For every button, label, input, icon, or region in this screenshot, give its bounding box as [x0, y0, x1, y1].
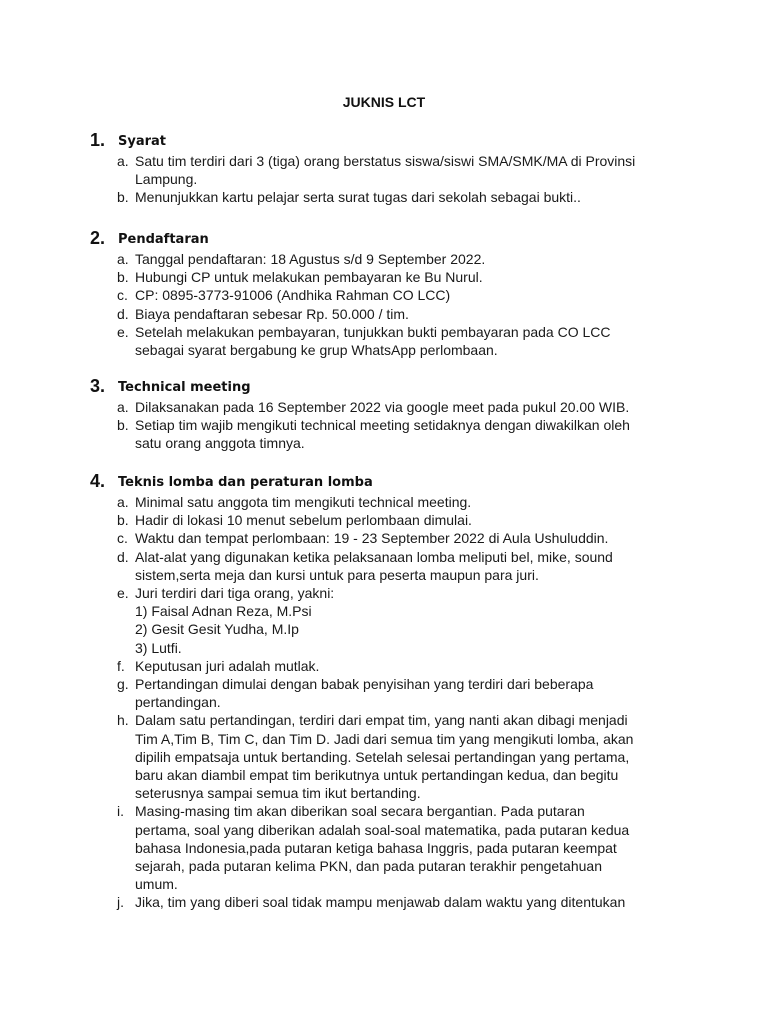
item-text-line: Setiap tim wajib mengikuti technical meeting setidaknya dengan diwakilkan oleh — [135, 417, 630, 434]
item-text-line: Satu tim terdiri dari 3 (tiga) orang berstatus siswa/siswi SMA/SMK/MA di Provinsi — [135, 153, 636, 169]
list-marker: c. — [117, 287, 128, 304]
item-text-line: Dilaksanakan pada 16 September 2022 via google meet pada pukul 20.00 WIB. — [135, 399, 630, 415]
item-text-line: Lampung. — [135, 171, 198, 188]
section-3 — [90, 376, 700, 453]
list-item — [90, 529, 700, 547]
item-text-line: Alat-alat yang digunakan ketika pelaksanaan lomba meliputi bel, mike, sound — [135, 548, 613, 565]
section-title: Syarat — [118, 134, 167, 149]
list-marker: a. — [117, 251, 129, 267]
list-item — [90, 152, 700, 188]
item-text-line: Menunjukkan kartu pelajar serta surat tugas dari sekolah sebagai bukti.. — [135, 189, 581, 206]
list-item — [90, 711, 700, 802]
section-title: Pendaftaran — [118, 232, 209, 247]
item-text-line: Setelah melakukan pembayaran, tunjukkan bukti pembayaran pada CO LCC — [135, 323, 611, 340]
section-title: Teknis lomba dan peraturan lomba — [118, 475, 373, 490]
list-marker: b. — [117, 512, 129, 529]
list-marker: a. — [117, 153, 129, 169]
item-text-line: Pertandingan dimulai dengan babak penyisihan yang terdiri dari beberapa — [135, 676, 594, 693]
section-number: 2. — [90, 228, 106, 248]
item-text-line: Masing-masing tim akan diberikan soal secara bergantian. Pada putaran — [135, 803, 585, 820]
list-marker: e. — [117, 585, 129, 602]
list-item — [90, 584, 700, 657]
section-item-list — [90, 152, 700, 207]
list-marker: b. — [117, 269, 129, 286]
list-item — [90, 893, 700, 911]
item-text-line: sistem,serta meja dan kursi untuk para peserta maupun para juri. — [135, 566, 539, 583]
list-item — [90, 305, 700, 323]
section-heading — [90, 130, 700, 152]
item-text-line: 1) Faisal Adnan Reza, M.Psi — [135, 603, 312, 620]
item-text-line: pertandingan. — [135, 694, 221, 711]
list-item — [90, 398, 700, 416]
list-item — [90, 268, 700, 286]
list-marker: i. — [117, 803, 124, 820]
section-title: Technical meeting — [118, 380, 251, 395]
section-item-list — [90, 250, 700, 359]
list-marker: b. — [117, 189, 129, 206]
section-number: 4. — [90, 471, 106, 491]
item-text-line: CP: 0895-3773-91006 (Andhika Rahman CO LCC) — [135, 287, 451, 304]
item-text-line: baru akan diambil empat tim berikutnya untuk pertandingan kedua, dan begitu — [135, 767, 619, 784]
item-text-line: 3) Lutfi. — [135, 639, 182, 656]
item-text-line: Hadir di lokasi 10 menut sebelum perlombaan dimulai. — [135, 512, 472, 529]
item-text-line: bahasa Indonesia,pada putaran ketiga bahasa Inggris, pada putaran keempat — [135, 839, 617, 856]
item-text-line: Tanggal pendaftaran: 18 Agustus s/d 9 September 2022. — [135, 251, 486, 267]
item-text-line: satu orang anggota timnya. — [135, 435, 305, 452]
list-item — [90, 511, 700, 529]
list-marker: d. — [117, 305, 129, 322]
list-marker: f. — [117, 657, 125, 674]
section-number: 3. — [90, 376, 106, 396]
section-number: 1. — [90, 130, 106, 150]
section-heading — [90, 471, 700, 493]
section-item-list — [90, 398, 700, 453]
item-text-line: Waktu dan tempat perlombaan: 19 - 23 September 2022 di Aula Ushuluddin. — [135, 530, 609, 547]
document-title: JUKNIS LCT — [342, 94, 426, 110]
list-item — [90, 657, 700, 675]
list-item — [90, 286, 700, 304]
item-text-line: Tim A,Tim B, Tim C, dan Tim D. Jadi dari semua tim yang mengikuti lomba, akan — [135, 730, 634, 747]
section-1 — [90, 130, 700, 207]
list-marker: g. — [117, 676, 129, 693]
list-item — [90, 416, 700, 452]
list-marker: d. — [117, 548, 129, 565]
section-2 — [90, 228, 700, 359]
section-heading — [90, 228, 700, 250]
list-marker: c. — [117, 530, 128, 547]
list-item — [90, 250, 700, 268]
item-text-line: Biaya pendaftaran sebesar Rp. 50.000 / tim. — [135, 305, 409, 322]
item-text-line: Minimal satu anggota tim mengikuti technical meeting. — [135, 494, 472, 510]
section-heading — [90, 376, 700, 398]
item-text-line: Juri terdiri dari tiga orang, yakni: — [135, 585, 335, 602]
list-marker: a. — [117, 399, 129, 415]
item-text-line: umum. — [135, 876, 178, 893]
list-marker: j. — [117, 894, 124, 911]
list-item — [90, 493, 700, 511]
item-text-line: 2) Gesit Gesit Yudha, M.Ip — [135, 621, 299, 638]
item-text-line: pertama, soal yang diberikan adalah soal-soal matematika, pada putaran kedua — [135, 821, 630, 838]
list-item — [90, 802, 700, 893]
item-text-line: Hubungi CP untuk melakukan pembayaran ke Bu Nurul. — [135, 269, 483, 286]
item-text-line: Keputusan juri adalah mutlak. — [135, 657, 320, 674]
list-item — [90, 323, 700, 359]
item-text-line: seterusnya sampai semua tim ikut bertanding. — [135, 785, 421, 802]
list-marker: a. — [117, 494, 129, 510]
section-4 — [90, 471, 700, 912]
list-marker: h. — [117, 712, 129, 729]
item-text-line: dipilih empatsaja untuk bertanding. Setelah selesai pertandingan yang pertama, — [135, 748, 630, 765]
list-item — [90, 675, 700, 711]
section-item-list — [90, 493, 700, 912]
item-text-line: sejarah, pada putaran kelima PKN, dan pada putaran terakhir pengetahuan — [135, 858, 602, 875]
list-item — [90, 188, 700, 206]
list-marker: e. — [117, 323, 129, 340]
list-item — [90, 548, 700, 584]
list-marker: b. — [117, 417, 129, 434]
item-text-line: Jika, tim yang diberi soal tidak mampu menjawab dalam waktu yang ditentukan — [135, 894, 626, 911]
item-text-line: Dalam satu pertandingan, terdiri dari empat tim, yang nanti akan dibagi menjadi — [135, 712, 628, 729]
item-text-line: sebagai syarat bergabung ke grup WhatsApp perlombaan. — [135, 342, 498, 359]
